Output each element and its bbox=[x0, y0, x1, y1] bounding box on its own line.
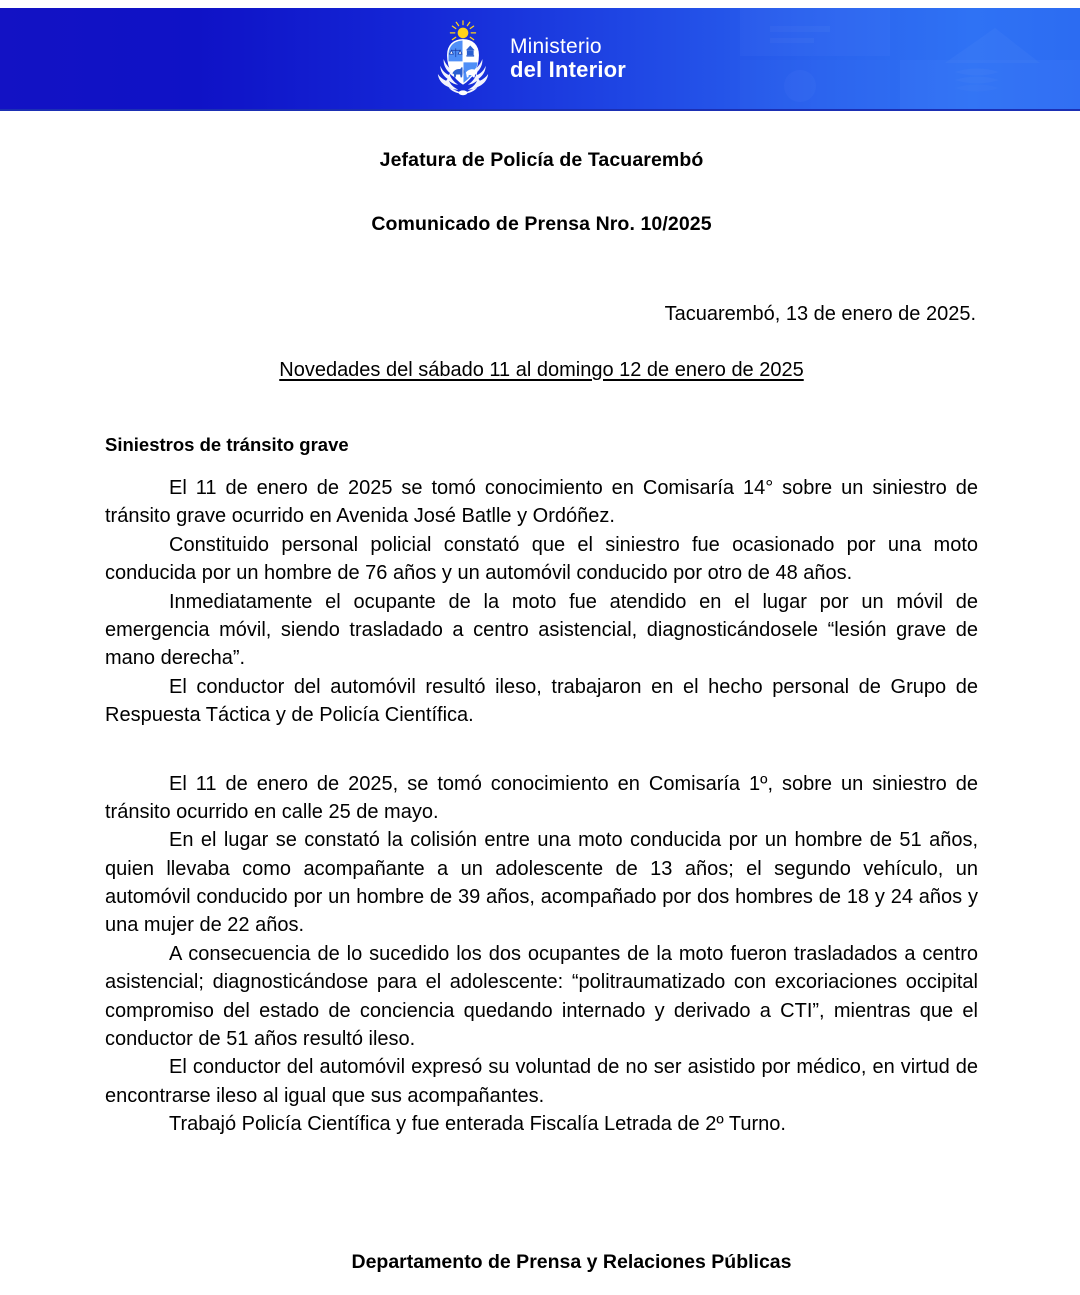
ministry-name-line1: Ministerio bbox=[509, 34, 602, 58]
page-top-margin bbox=[0, 0, 1080, 8]
release-number: Comunicado de Prensa Nro. 10/2025 bbox=[371, 213, 712, 235]
incident-1-paragraph: Constituido personal policial constató que el siniestro fue ocasionado por una moto conducida por un hombre de 76 años y un automóvil conducido por otro de 48 años. bbox=[105, 533, 978, 585]
period-heading bbox=[105, 359, 978, 382]
incident-1-paragraph: Inmediatamente el ocupante de la moto fue atendido en el lugar por un móvil de emergencia móvil, siendo trasladado a centro asistencial, diagnosticándosele “lesión grave de mano derecha”. bbox=[105, 590, 978, 670]
section-heading: Siniestros de tránsito grave bbox=[105, 434, 349, 455]
incident-2-paragraph: El 11 de enero de 2025, se tomó conocimiento en Comisaría 1º, sobre un siniestro de tránsito ocurrido en calle 25 de mayo. bbox=[105, 772, 978, 823]
period-heading-text: Novedades del sábado 11 al domingo 12 de enero de 2025 bbox=[279, 359, 804, 381]
quartered-shield bbox=[447, 39, 478, 83]
ministry-name-line2: del Interior bbox=[509, 56, 627, 82]
incident-1-paragraph: El 11 de enero de 2025 se tomó conocimiento en Comisaría 14° sobre un siniestro de tránsito grave ocurrido en Avenida José Batlle y Ordóñez. bbox=[105, 477, 978, 528]
ministry-logo-lockup bbox=[434, 20, 626, 98]
document-body bbox=[0, 149, 1080, 1274]
sun-of-may bbox=[450, 20, 475, 39]
signature-department: Departamento de Prensa y Relaciones Públicas bbox=[351, 1250, 792, 1273]
uruguay-coat-of-arms-icon bbox=[434, 20, 492, 98]
ministry-wordmark bbox=[510, 36, 626, 81]
incident-2-paragraph: En el lugar se constató la colisión entre una moto conducida por un hombre de 51 años, quien llevaba como acompañante a un adolescente de 13 años; el segundo vehículo, un automóvil conducido por un hombre de 39 años, acompañado por dos hombres de 18 y 24 años y una mujer de 22 años. bbox=[105, 829, 978, 937]
incident-separator bbox=[105, 730, 978, 770]
banner-watermark-graphic bbox=[740, 8, 1080, 109]
incident-1-paragraph: El conductor del automóvil resultó ileso, trabajaron en el hecho personal de Grupo de Respuesta Táctica y de Policía Científica. bbox=[105, 675, 978, 727]
incident-2-paragraph: A consecuencia de lo sucedido los dos ocupantes de la moto fueron trasladados a centro asistencial; diagnosticándose para el adolescente: “politraumatizado con excoriaciones occipital compromiso del estado de conciencia quedando internado y derivado a CTI”, mientras que el conductor de 51 años resultó ileso. bbox=[105, 942, 978, 1051]
dateline: Tacuarembó, 13 de enero de 2025. bbox=[664, 303, 976, 325]
page-title: Jefatura de Policía de Tacuarembó bbox=[379, 149, 704, 171]
document-title-block bbox=[105, 149, 978, 236]
incident-2-paragraph: Trabajó Policía Científica y fue enterada Fiscalía Letrada de 2º Turno. bbox=[169, 1113, 786, 1136]
incident-2-paragraph: El conductor del automóvil expresó su voluntad de no ser asistido por médico, en virtud de encontrarse ileso al igual que sus acompañantes. bbox=[105, 1056, 978, 1107]
ministry-header-banner bbox=[0, 8, 1080, 111]
